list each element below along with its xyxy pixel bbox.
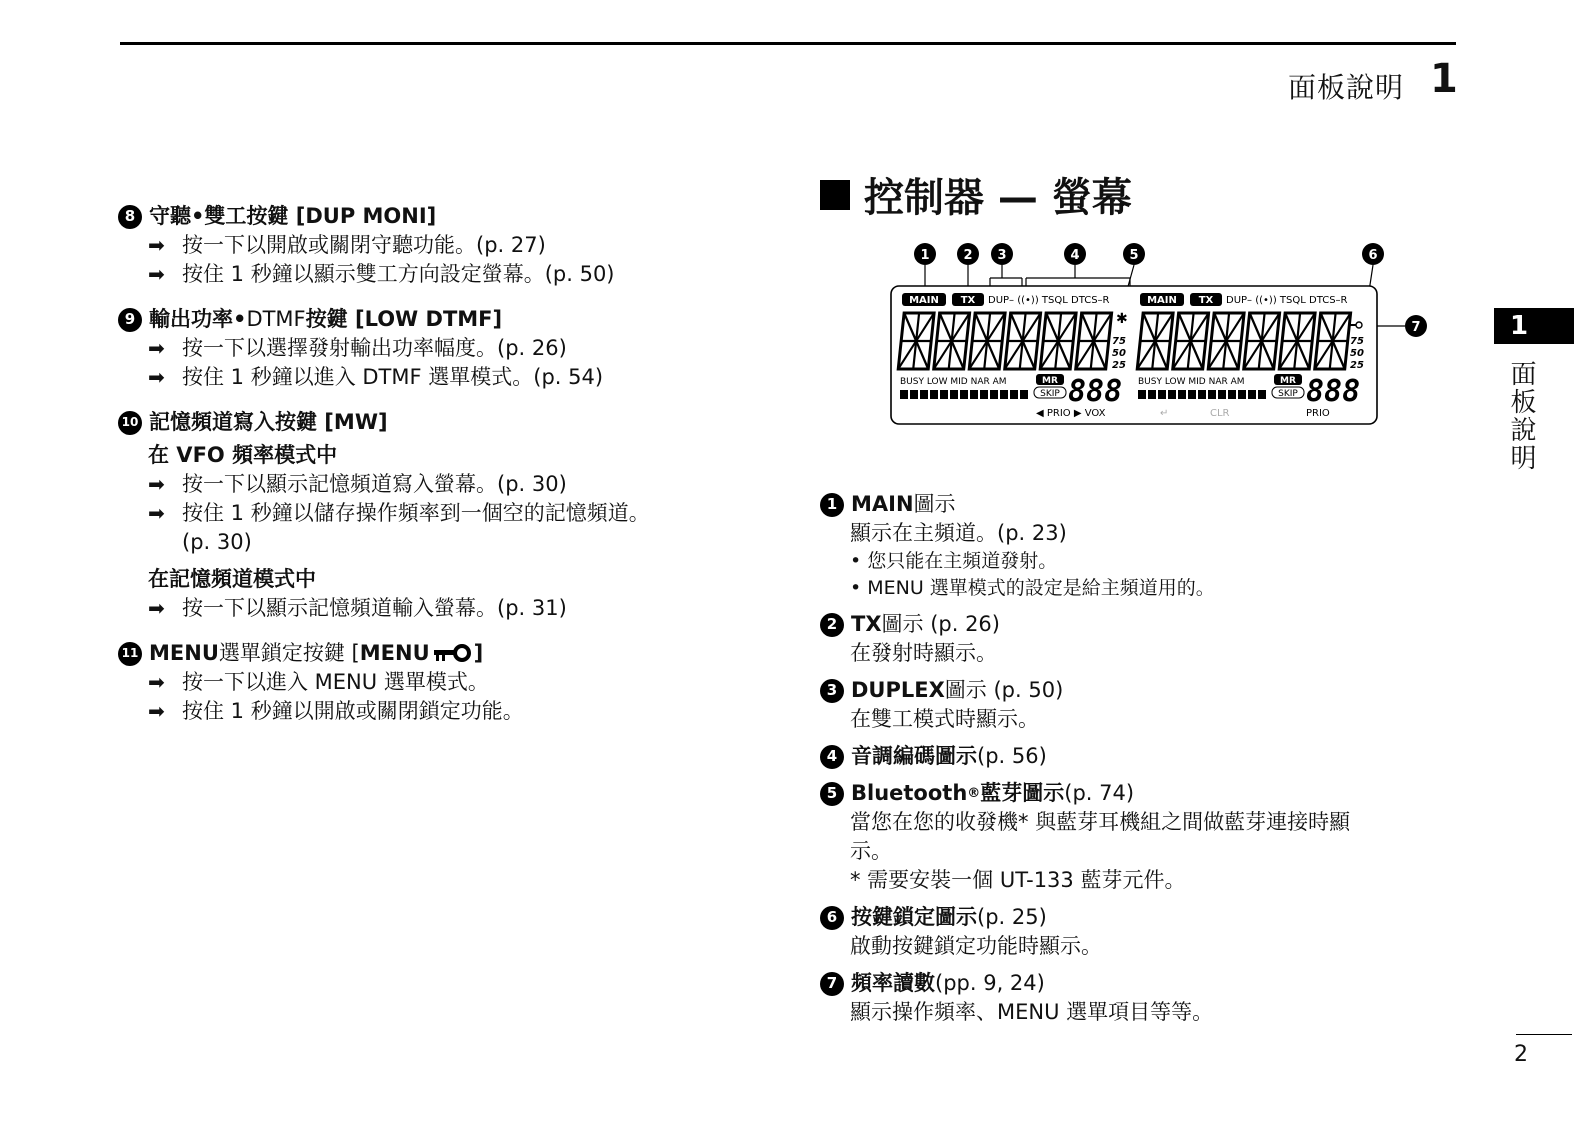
list-item bbox=[118, 363, 758, 392]
lcd-left-tone-75: 75 bbox=[1112, 336, 1126, 347]
list-item bbox=[118, 470, 758, 499]
lcd-meter-bar bbox=[1198, 390, 1206, 399]
left-column bbox=[118, 202, 758, 742]
sub-heading-vfo: 在 VFO 頻率模式中 bbox=[148, 443, 338, 467]
lcd-left-tx-icon: TX bbox=[960, 295, 976, 306]
list-item bbox=[118, 594, 758, 623]
lcd-left-tone-50: 50 bbox=[1112, 348, 1126, 359]
lcd-meter-bar bbox=[1010, 390, 1018, 399]
list-item bbox=[118, 697, 758, 726]
lcd-callout-3-label: 3 bbox=[997, 248, 1007, 263]
item-bluetooth-icon bbox=[820, 779, 1440, 895]
list-item-text: 按一下以顯示記憶頻道輸入螢幕。(p. 31) bbox=[182, 596, 567, 620]
item-heading bbox=[820, 969, 1440, 998]
heading-text-plain: 圖示 bbox=[913, 492, 956, 516]
heading-text: MENU bbox=[149, 641, 219, 665]
lcd-meter-bar bbox=[990, 390, 998, 399]
lcd-callout-4-label: 4 bbox=[1070, 248, 1080, 263]
heading-bracket: ] bbox=[426, 204, 437, 228]
lcd-right-skip-icon: SKIP bbox=[1278, 389, 1298, 399]
heading-text: 頻率讀數 bbox=[851, 971, 935, 995]
lcd-right-tone-25: 25 bbox=[1350, 360, 1364, 371]
lcd-left-bottom-row: ◀ PRIO ▶ VOX bbox=[1036, 408, 1106, 419]
arrow-icon: ➡ bbox=[148, 501, 165, 525]
lcd-meter-bar bbox=[1020, 390, 1028, 399]
lcd-right-clr: CLR bbox=[1210, 408, 1230, 419]
lcd-meter-bar bbox=[1248, 390, 1256, 399]
callout-number: 1 bbox=[820, 493, 844, 517]
callout-number: 9 bbox=[118, 308, 142, 332]
lcd-meter-bar bbox=[1168, 390, 1176, 399]
lcd-left-tone-25: 25 bbox=[1112, 360, 1126, 371]
lcd-callout-1-label: 1 bbox=[920, 248, 930, 263]
lcd-diagram bbox=[888, 238, 1428, 428]
header-chapter-number: 1 bbox=[1430, 56, 1458, 102]
heading-text: 記憶頻道寫入按鍵 [ bbox=[149, 410, 334, 434]
list-item-text: 按一下以選擇發射輸出功率幅度。(p. 26) bbox=[182, 336, 567, 360]
lcd-left-skip-icon: SKIP bbox=[1040, 389, 1060, 399]
item-description: 當您在您的收發機* 與藍芽耳機組之間做藍芽連接時顯 bbox=[850, 810, 1351, 834]
item-heading bbox=[118, 305, 758, 334]
callout-number: 6 bbox=[820, 906, 844, 930]
lcd-left-bottom-labels: BUSY LOW MID NAR AM bbox=[900, 377, 1007, 387]
page-rule bbox=[1516, 1034, 1572, 1035]
item-heading bbox=[820, 903, 1440, 932]
lcd-right-tone-50: 50 bbox=[1350, 348, 1364, 359]
item-note: • 您只能在主頻道發射。 bbox=[850, 550, 1058, 572]
list-item bbox=[118, 260, 758, 289]
callout-number: 4 bbox=[820, 745, 844, 769]
item-footnote: * 需要安裝一個 UT-133 藍芽元件。 bbox=[850, 868, 1186, 892]
item-key-lock-icon bbox=[820, 903, 1440, 961]
key-name: LOW DTMF bbox=[364, 307, 493, 331]
heading-text: 輸出功率• bbox=[149, 307, 247, 331]
arrow-icon: ➡ bbox=[148, 262, 165, 286]
item-heading bbox=[820, 676, 1440, 705]
lcd-left-status-icons: DUP– ((•)) TSQL DTCS–R bbox=[988, 295, 1110, 306]
lcd-meter-bar bbox=[970, 390, 978, 399]
item-heading bbox=[820, 610, 1440, 639]
item-mw bbox=[118, 408, 758, 623]
lcd-callout-6-label: 6 bbox=[1368, 248, 1378, 263]
list-item bbox=[118, 231, 758, 260]
item-description: 在發射時顯示。 bbox=[850, 641, 997, 665]
lcd-right-tone-75: 75 bbox=[1350, 336, 1364, 347]
lcd-right-status-icons: DUP– ((•)) TSQL DTCS–R bbox=[1226, 295, 1348, 306]
page-number: 2 bbox=[1514, 1042, 1528, 1067]
item-heading bbox=[820, 779, 1440, 808]
heading-text: TX bbox=[851, 612, 882, 636]
item-duplex-icon bbox=[820, 676, 1440, 734]
item-heading bbox=[820, 490, 1440, 519]
arrow-icon: ➡ bbox=[148, 472, 165, 496]
item-description: 啟動按鍵鎖定功能時顯示。 bbox=[850, 934, 1102, 958]
arrow-icon: ➡ bbox=[148, 699, 165, 723]
item-note: • MENU 選單模式的設定是給主頻道用的。 bbox=[850, 577, 1215, 599]
callout-number: 10 bbox=[118, 411, 142, 435]
lcd-meter-bar bbox=[1238, 390, 1246, 399]
sub-heading-memory: 在記憶頻道模式中 bbox=[148, 567, 316, 591]
key-name: MW bbox=[333, 410, 378, 434]
heading-text-plain: 圖示 (p. 26) bbox=[881, 612, 1000, 636]
callout-number: 8 bbox=[118, 205, 142, 229]
lcd-meter-bar bbox=[1000, 390, 1008, 399]
lcd-meter-bar bbox=[1178, 390, 1186, 399]
list-item-text: 按住 1 秒鐘以顯示雙工方向設定螢幕。(p. 50) bbox=[182, 262, 615, 286]
section-title-text: 控制器 — 螢幕 bbox=[864, 175, 1132, 221]
item-heading bbox=[118, 408, 758, 437]
heading-text: 按鍵鎖定圖示 bbox=[851, 905, 977, 929]
lcd-right-bottom-labels: BUSY LOW MID NAR AM bbox=[1138, 377, 1245, 387]
lcd-right-channel-digits: 888 bbox=[1306, 374, 1361, 409]
lcd-meter-bar bbox=[930, 390, 938, 399]
right-column bbox=[820, 490, 1440, 1035]
item-description: 顯示操作頻率、MENU 選單項目等等。 bbox=[850, 1000, 1214, 1024]
lcd-meter-bar bbox=[1218, 390, 1226, 399]
item-tone-icon bbox=[820, 742, 1440, 771]
item-tx-icon bbox=[820, 610, 1440, 668]
lcd-meter-bar bbox=[910, 390, 918, 399]
lcd-meter-bar bbox=[980, 390, 988, 399]
lcd-meter-bar bbox=[1208, 390, 1216, 399]
lcd-right-main-icon: MAIN bbox=[1147, 295, 1177, 306]
arrow-icon: ➡ bbox=[148, 233, 165, 257]
key-lock-icon bbox=[432, 643, 472, 665]
list-item bbox=[118, 668, 758, 697]
lcd-right-prio: PRIO bbox=[1306, 408, 1330, 419]
arrow-icon: ➡ bbox=[148, 596, 165, 620]
top-rule bbox=[120, 42, 1456, 45]
arrow-icon: ➡ bbox=[148, 670, 165, 694]
item-heading bbox=[118, 202, 758, 231]
lcd-callout-2-label: 2 bbox=[963, 248, 973, 263]
lcd-meter-bar bbox=[1148, 390, 1156, 399]
lcd-bluetooth-icon: ✱ bbox=[1116, 311, 1128, 327]
callout-number: 2 bbox=[820, 613, 844, 637]
heading-text: 音調編碼圖示 bbox=[851, 744, 977, 768]
lcd-meter-bar bbox=[1188, 390, 1196, 399]
heading-text-plain: 選單鎖定按鍵 [ bbox=[218, 641, 360, 665]
heading-bracket: ] bbox=[473, 641, 484, 665]
key-name: DUP MONI bbox=[305, 204, 427, 228]
list-item-text: 按一下以開啟或關閉守聽功能。(p. 27) bbox=[182, 233, 546, 257]
item-frequency-readout bbox=[820, 969, 1440, 1027]
item-description: 示。 bbox=[850, 839, 892, 863]
heading-text: 守聽•雙工按鍵 [ bbox=[149, 204, 306, 228]
list-item-text: 按一下以進入 MENU 選單模式。 bbox=[182, 670, 489, 694]
callout-number: 7 bbox=[820, 972, 844, 996]
lcd-callout-5-label: 5 bbox=[1129, 248, 1139, 263]
item-description: 在雙工模式時顯示。 bbox=[850, 707, 1039, 731]
list-item-text: 按住 1 秒鐘以進入 DTMF 選單模式。(p. 54) bbox=[182, 365, 604, 389]
item-description: 顯示在主頻道。(p. 23) bbox=[850, 521, 1067, 545]
lcd-meter-bar bbox=[940, 390, 948, 399]
list-item-continuation: (p. 30) bbox=[182, 530, 252, 554]
list-item-text: 按住 1 秒鐘以開啟或關閉鎖定功能。 bbox=[182, 699, 524, 723]
arrow-icon: ➡ bbox=[148, 336, 165, 360]
registered-mark: ® bbox=[967, 786, 981, 801]
item-dup-moni bbox=[118, 202, 758, 289]
side-chapter-label: 面板說明 bbox=[1506, 360, 1536, 472]
lcd-meter-bar bbox=[960, 390, 968, 399]
lcd-meter-bar bbox=[1138, 390, 1146, 399]
lcd-meter-bar bbox=[1228, 390, 1236, 399]
item-main-icon bbox=[820, 490, 1440, 602]
heading-text-plain: DTMF bbox=[246, 307, 306, 331]
item-low-dtmf bbox=[118, 305, 758, 392]
lcd-left-main-icon: MAIN bbox=[909, 295, 939, 306]
header-title: 面板說明 bbox=[1287, 71, 1404, 104]
heading-bracket: ] bbox=[377, 410, 388, 434]
section-title bbox=[820, 166, 1132, 223]
callout-number: 3 bbox=[820, 679, 844, 703]
heading-text-plain: (pp. 9, 24) bbox=[935, 971, 1045, 995]
lcd-meter-bar bbox=[1158, 390, 1166, 399]
arrow-icon: ➡ bbox=[148, 365, 165, 389]
lcd-right-tx-icon: TX bbox=[1198, 295, 1214, 306]
callout-number: 5 bbox=[820, 782, 844, 806]
key-name: MENU bbox=[359, 641, 430, 665]
heading-text: MAIN bbox=[851, 492, 914, 516]
list-item bbox=[118, 499, 758, 528]
lcd-right-mr-icon: MR bbox=[1280, 376, 1296, 386]
heading-text: DUPLEX bbox=[851, 678, 945, 702]
heading-text: 按鍵 [ bbox=[305, 307, 365, 331]
lcd-meter-bar bbox=[1258, 390, 1266, 399]
lcd-meter-bar bbox=[950, 390, 958, 399]
lcd-left-channel-digits: 888 bbox=[1068, 374, 1123, 409]
item-heading bbox=[118, 639, 758, 668]
square-bullet-icon bbox=[820, 180, 850, 210]
heading-text: Bluetooth bbox=[851, 781, 968, 805]
lcd-left-mr-icon: MR bbox=[1042, 376, 1058, 386]
lcd-meter-bar bbox=[900, 390, 908, 399]
heading-text-plain: (p. 56) bbox=[977, 744, 1047, 768]
heading-text: 藍芽圖示 bbox=[980, 781, 1065, 805]
list-item bbox=[118, 334, 758, 363]
lcd-callout-7-label: 7 bbox=[1411, 320, 1421, 335]
lcd-meter-bar bbox=[920, 390, 928, 399]
item-menu-lock bbox=[118, 639, 758, 726]
side-chapter-tab: 1 bbox=[1494, 308, 1574, 344]
list-item-text: 按住 1 秒鐘以儲存操作頻率到一個空的記憶頻道。 bbox=[182, 501, 650, 525]
heading-bracket: ] bbox=[492, 307, 503, 331]
callout-number: 11 bbox=[118, 642, 142, 666]
lcd-right-enter-icon: ↵ bbox=[1160, 408, 1169, 419]
item-heading bbox=[820, 742, 1440, 771]
heading-text-plain: (p. 74) bbox=[1064, 781, 1135, 805]
heading-text-plain: 圖示 (p. 50) bbox=[944, 678, 1064, 702]
heading-text-plain: (p. 25) bbox=[977, 905, 1047, 929]
list-item-text: 按一下以顯示記憶頻道寫入螢幕。(p. 30) bbox=[182, 472, 567, 496]
